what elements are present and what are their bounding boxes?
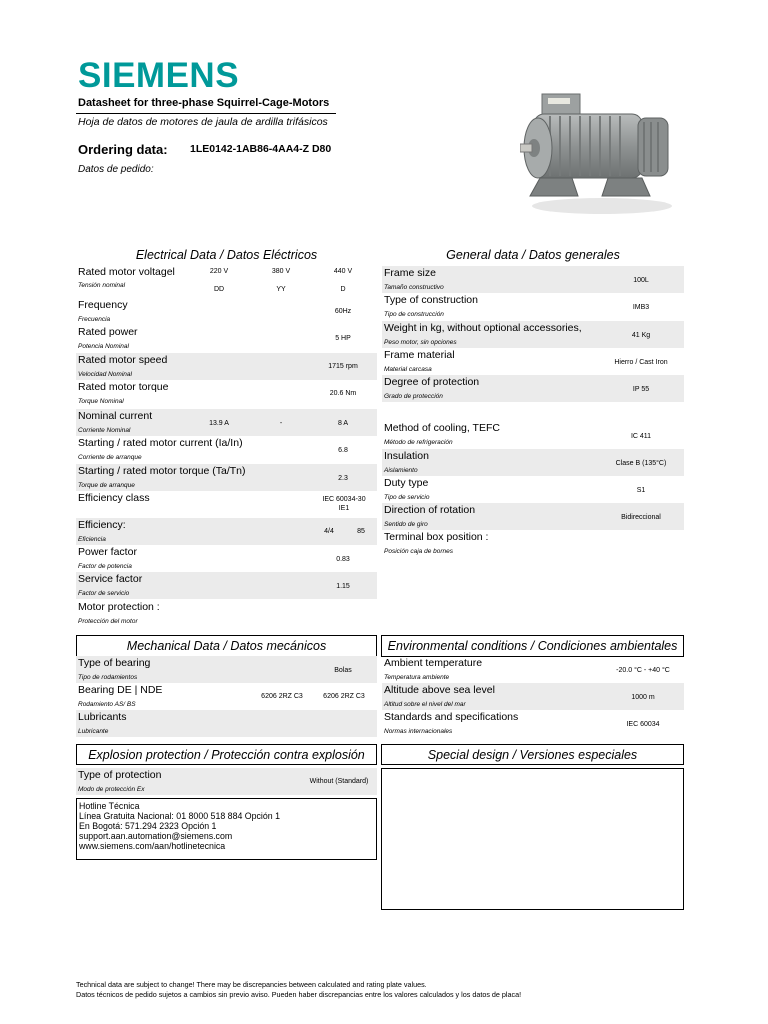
row-efficiency-class [76,491,377,517]
row-ambient-temperature [382,656,684,683]
row-degree-protection [382,375,684,402]
value: 100L [633,277,649,284]
value: 60Hz [334,308,352,315]
value: Bolas [334,667,352,674]
sublabel: Frecuencia [78,316,111,323]
sublabel: Corriente de arranque [78,454,142,461]
label: Motor protection : [78,601,160,613]
label: Type of bearing [78,657,151,669]
special-title: Special design / Versiones especiales [381,744,684,765]
label: Type of protection [78,769,162,781]
row-power-factor [76,545,377,572]
hotline-bogota: En Bogotá: 571.294 2323 Opción 1 [79,821,217,831]
label: Power factor [78,546,137,558]
label: Type of construction [384,294,478,306]
sublabel: Rodamiento AS/ BS [78,701,136,708]
sublabel: Tipo de servicio [384,494,430,501]
value: S1 [636,487,646,494]
ordering-label: Ordering data: [78,142,168,157]
value: 1715 rpm [328,363,358,370]
value: IP 55 [632,386,650,393]
sublabel: Torque de arranque [78,482,135,489]
label: Rated motor torque [78,381,169,393]
row-weight [382,321,684,348]
general-title: General data / Datos generales [446,248,620,262]
sublabel: Potencia Nominal [78,343,129,350]
sublabel: Posición caja de bornes [384,548,454,555]
title-en: Datasheet for three-phase Squirrel-Cage-Motors [78,97,330,109]
row-rated-torque [76,380,377,407]
mechanical-title: Mechanical Data / Datos mecánicos [76,635,377,657]
label: Ambient temperature [384,657,483,669]
label: Duty type [384,477,429,489]
connection-1: DD [213,286,225,293]
label: Standards and specifications [384,711,519,723]
row-insulation [382,449,684,476]
value: 6.8 [338,447,348,454]
row-frame-size [382,266,684,293]
value: 2.3 [338,475,348,482]
row-rated-power [76,325,377,351]
label: Degree of protection [384,376,480,388]
row-starting-torque [76,464,377,491]
value: 41 Kg [631,332,651,339]
hotline-email[interactable]: support.aan.automation@siemens.com [79,831,233,841]
label: Bearing DE | NDE [78,684,163,696]
label: Method of cooling, TEFC [384,422,500,434]
row-bearing-type [76,656,377,683]
sublabel: Tamaño constructivo [384,284,444,291]
environmental-title: Environmental conditions / Condiciones ambientales [381,635,684,657]
sublabel: Temperatura ambiente [384,674,450,681]
hotline-national: Línea Gratuita Nacional: 01 8000 518 884 Opción 1 [79,811,281,821]
footer-line-es: Datos técnicos de pedido sujetos a cambios sin previo aviso. Pueden haber discrepancias entre los valores calculados y los datos de placa! [76,989,522,999]
sublabel: Modo de protección Ex [78,786,145,793]
sublabel: Corriente Nominal [78,427,131,434]
row-efficiency [76,518,377,545]
sublabel: Tipo de rodamientos [78,674,138,681]
label: Starting / rated motor current (Ia/In) [78,437,243,449]
row-terminal-box [382,530,684,557]
current-3: 8 A [337,420,349,427]
value: IMB3 [632,304,650,311]
row-rated-voltage [76,265,377,293]
row-nominal-current [76,409,377,436]
label: Efficiency class [78,492,150,504]
sublabel: Eficiencia [78,536,106,543]
row-duty-type [382,476,684,503]
sublabel: Altitud sobre el nivel del mar [384,701,466,708]
label: Frame size [384,267,436,279]
value: 85 [357,528,365,535]
value-1: IEC 60034-30 [322,496,366,503]
label: Frequency [78,299,128,311]
value: 1.15 [336,583,350,590]
ordering-label-es: Datos de pedido: [78,164,154,175]
row-construction [382,293,684,320]
row-standards [382,710,684,737]
value: 0.83 [336,556,350,563]
title-es: Hoja de datos de motores de jaula de ardilla trifásicos [78,116,328,128]
sublabel: Material carcasa [384,366,432,373]
row-bearing [76,683,377,710]
bearing-nde: 6206 2RZ C3 [323,693,365,700]
row-rated-speed [76,353,377,380]
sublabel: Protección del motor [78,618,138,625]
value: Hierro / Cast Iron [614,359,668,366]
explosion-title: Explosion protection / Protección contra explosión [76,744,377,765]
footer-disclaimer [76,980,521,999]
label: Rated power [78,326,138,338]
value: 20.6 Nm [329,390,357,397]
current-2: - [279,420,283,427]
label: Insulation [384,450,429,462]
load: 4/4 [324,528,334,535]
sublabel: Velocidad Nominal [78,371,132,378]
electrical-title: Electrical Data / Datos Eléctricos [135,248,318,262]
value: Clase B (135°C) [615,460,667,467]
sublabel: Tipo de construcción [384,311,444,318]
voltage-3: 440 V [333,268,353,275]
row-cooling [382,421,684,448]
label: Rated motor speed [78,354,168,366]
label: Terminal box position : [384,531,489,543]
value: IC 411 [630,433,652,440]
value: 5 HP [335,335,351,342]
value: Bidireccional [621,514,661,521]
sublabel: Método de refrigeración [384,439,453,446]
footer-line-en: Technical data are subject to change! There may be discrepancies between calculated and rating plate values. [76,980,427,989]
label: Frame material [384,349,455,361]
value: 1000 m [631,694,655,701]
row-motor-protection [76,600,377,627]
hotline-box [76,798,377,860]
row-frame-material [382,348,684,375]
label: Weight in kg, without optional accessories, [384,322,582,334]
voltage-1: 220 V [209,268,229,275]
value: Without (Standard) [309,778,369,785]
sublabel: Aislamiento [384,467,418,474]
label: Efficiency: [78,519,126,531]
value: IEC 60034 [626,721,660,728]
label: Lubricants [78,711,127,723]
special-design-box [381,768,684,910]
sublabel: Factor de potencia [78,563,132,570]
sublabel: Grado de protección [384,393,443,400]
label: Altitude above sea level [384,684,495,696]
sublabel: Peso motor, sin opciones [384,339,457,346]
voltage-2: 380 V [271,268,291,275]
label: Nominal current [78,410,153,422]
value-2: IE1 [338,505,350,512]
connection-2: YY [276,286,286,293]
hotline-title: Hotline Técnica [79,801,140,811]
hotline-url[interactable]: www.siemens.com/aan/hotlinetecnica [79,841,226,851]
current-1: 13.9 A [209,420,229,427]
sublabel: Torque Nominal [78,398,124,405]
sublabel: Factor de servicio [78,590,130,597]
row-type-of-protection [76,768,377,795]
label: Direction of rotation [384,504,476,516]
row-rotation [382,503,684,530]
bearing-de: 6206 2RZ C3 [261,693,303,700]
row-frequency [76,298,377,324]
sublabel: Tensión nominal [78,282,126,289]
connection-3: D [340,286,346,293]
sublabel: Sentido de giro [384,521,428,528]
row-altitude [382,683,684,710]
label: Service factor [78,573,143,585]
value: -20.0 °C - +40 °C [616,667,670,674]
row-starting-current [76,436,377,463]
sublabel: Normas internacionales [384,728,453,735]
row-lubricants [76,710,377,737]
sublabel: Lubricante [78,728,109,735]
title-divider [76,113,336,114]
label: Rated motor voltagel [78,266,175,278]
row-service-factor [76,572,377,599]
label: Starting / rated motor torque (Ta/Tn) [78,465,246,477]
siemens-logo: SIEMENS [78,56,240,95]
motor-image [520,88,680,220]
ordering-value: 1LE0142-1AB86-4AA4-Z D80 [190,143,332,155]
